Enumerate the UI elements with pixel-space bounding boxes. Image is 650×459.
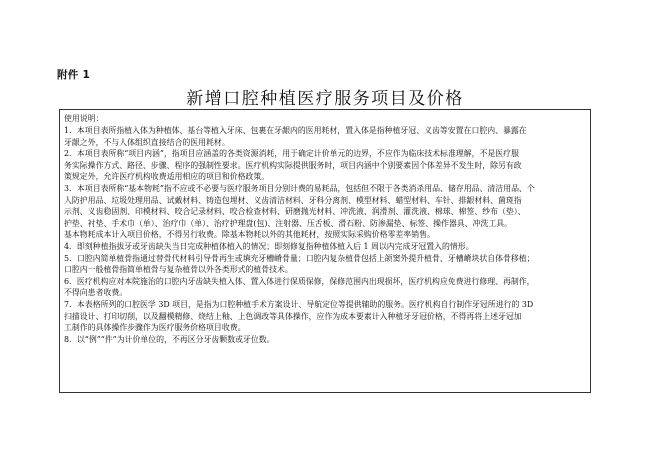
usage-notes-heading: 使用说明： [64,114,104,123]
attachment-label: 附件 1 [57,69,91,81]
note-line: 扫描设计、打印切削，以及翻模精修、烧结上釉、上色调改等具体操作，应作为成本要素计入种植牙牙冠价格，不得再将上述牙冠加 [64,311,522,321]
note-line: 7．本表格所列的口腔医学 3D 项目，是指为口腔种植手术方案设计、导航定位等提供辅助的服务。医疗机构自行制作牙冠所进行的 3D [64,299,534,309]
note-line: 4．即刻种植指拔牙或牙齿缺失当日完成种植体植入的情况；即刻修复指种植体植入后 1 周以内完成牙冠置入的情形。 [64,241,474,251]
note-line: 2．本项目表所称“项目内涵”，指项目应涵盖的各类资源消耗，用于确定计价单元的边界，不应作为临床技术标准理解，不是医疗服 [64,149,519,159]
usage-notes-box [59,109,591,393]
note-line: 8．以“例”“件”为计价单位的，不再区分牙齿颗数或牙位数。 [64,334,275,344]
note-line: 工制作的具体操作步骤作为医疗服务价格项目收费。 [64,323,246,333]
note-line: 1．本项目表所指植入体为种植体、基台等植入牙床、包裹在牙龈内的医用耗材，置入体是指种植牙冠、义齿等安置在口腔内、暴露在 [64,126,527,135]
note-line: 护垫、衬垫、手术巾（单）、治疗巾（单）、治疗护理盘(包)、注射器、压舌板、滑石粉、防渗漏垫、标签、操作器具、冲洗工具。 [64,218,513,228]
note-line: 牙龈之外，不与人体组织直接结合的医用耗材。 [64,137,230,147]
note-line: 5．口腔内简单植骨指通过替骨代材料引导骨再生或填充牙槽嵴骨量；口腔内复杂植骨包括上颌窦外提升植骨、牙槽嵴块状自体骨移植； [64,253,535,263]
note-line: 策规定外，允许医疗机构收费适用相应的项目和价格政策。 [64,172,270,182]
note-line: 人防护用品、垃圾处理用品、试戴材料、铸造包埋材、义齿清洁材料、牙科分离剂、模型材料、蜡型材料、车针、排龈材料、菌斑指 [64,195,522,205]
note-line: 不得向患者收费。 [64,288,128,298]
document-title: 新增口腔种植医疗服务项目及价格 [186,89,464,109]
note-line: 务实际操作方式、路径、步骤、程序的强制性要求。医疗机构实际提供服务时，项目内涵中个别要素因个体差异不发生时，除另有政 [64,160,522,170]
note-line: 3．本项目表所称“基本物耗”指不应或不必要与医疗服务项目分别计费的易耗品，包括但不限于各类消杀用品、储存用品、清洁用品、个 [64,183,535,193]
note-line: 6．医疗机构应对本院施治的口腔内牙齿缺失植入体、置入体进行保质保修，保修范围内出现损坏，医疗机构应免费进行修理、再制作， [64,276,535,286]
note-line: 口腔内一般植骨指简单植骨与复杂植骨以外各类形式的植骨技术。 [64,265,293,275]
note-line: 示剂、义齿稳固剂、印模材料、咬合记录材料、咬合检查材料、研磨抛光材料、冲洗液、润滑剂、灌洗液、棉球、棉签、纱布（垫）、 [64,207,526,217]
note-line: 基本物耗成本计入项目价格，不得另行收费。除基本物耗以外的其他耗材，按照实际采购价格零差率销售。 [64,230,435,240]
